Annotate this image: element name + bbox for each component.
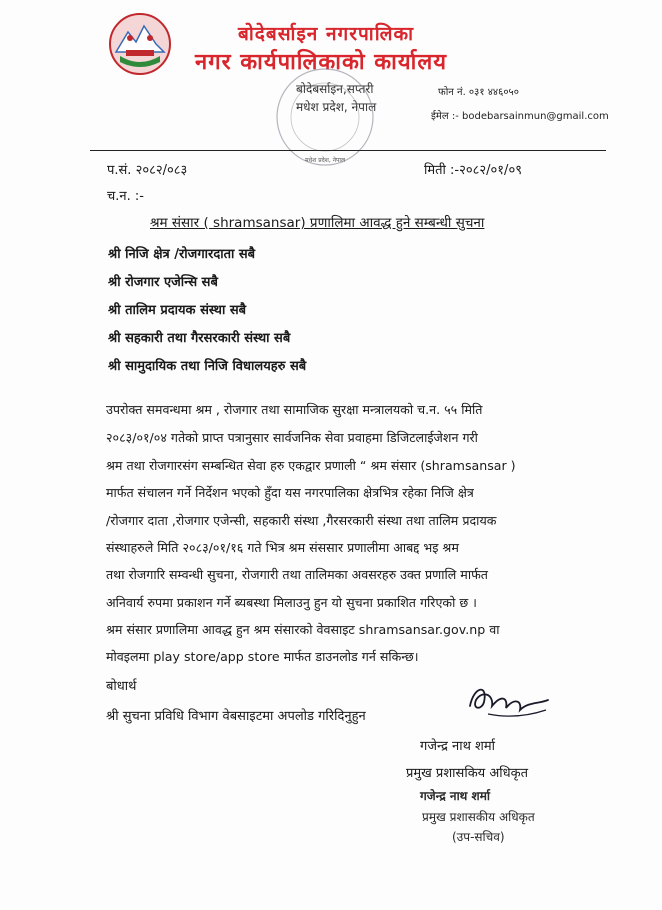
body-line: मार्फत संचालन गर्ने निर्देशन भएको हुँदा यस नगरपालिका क्षेत्रभित्र रहेका निजि क्षेत्र xyxy=(106,485,474,500)
body-line: मोवइलमा play store/app store मार्फत डाउनलोड गर्न सकिन्छ। xyxy=(106,649,419,664)
email-address: ईमेल :- bodebarsainmun@gmail.com xyxy=(431,111,609,122)
header-divider xyxy=(90,150,606,151)
cc-line: श्री सुचना प्रविधि विभाग वेबसाइटमा अपलोड गरिदिनुहुन xyxy=(106,709,366,724)
addressee-item: श्री सामुदायिक तथा निजि विधालयहरु सबै xyxy=(108,359,307,374)
seal-name: गजेन्द्र नाथ शर्मा xyxy=(420,789,490,803)
office-address: बोदेबर्साइन,सप्तरी xyxy=(296,82,374,96)
municipality-name: बोदेबर्साइन नगरपालिका xyxy=(238,23,415,45)
addressee-item: श्री निजि क्षेत्र /रोजगारदाता सबै xyxy=(108,247,256,262)
letter-subject: श्रम संसार ( shramsansar) प्रणालिमा आवद्ध हुने सम्बन्धी सुचना xyxy=(150,215,485,231)
seal-title: प्रमुख प्रशासकीय अधिकृत xyxy=(422,810,535,824)
addressee-item: श्री रोजगार एजेन्सि सबै xyxy=(108,275,218,290)
body-line: श्रम तथा रोजगारसंग सम्बन्धित सेवा हरु एकद्वार प्रणाली “ श्रम संसार (shramsansar ) xyxy=(106,458,516,473)
signature-icon xyxy=(458,676,558,726)
seal-rank: (उप-सचिव) xyxy=(452,830,505,844)
letter-date: मिती :-२०८२/०१/०९ xyxy=(424,163,522,178)
dispatch-number: च.न. :- xyxy=(107,189,144,204)
addressee-item: श्री सहकारी तथा गैरसरकारी संस्था सबै xyxy=(108,331,291,346)
addressee-item: श्री तालिम प्रदायक संस्था सबै xyxy=(108,303,247,318)
body-line: श्रम संसार प्रणालिमा आवद्ध हुन श्रम संसारको वेवसाइट shramsansar.gov.np वा xyxy=(106,622,500,637)
officer-name: गजेन्द्र नाथ शर्मा xyxy=(420,739,496,754)
nepal-emblem-icon xyxy=(108,12,172,76)
stamp-caption: मधेश प्रदेश, नेपाल xyxy=(304,157,346,164)
body-line: अनिवार्य रुपमा प्रकाशन गर्ने ब्यबस्था मिलाउनु हुन यो सुचना प्रकाशित गरिएको छ । xyxy=(106,595,477,610)
office-name: नगर कार्यपालिकाको कार्यालय xyxy=(195,50,447,75)
phone-number: फोन नं. ०३१ ४४६०५० xyxy=(438,87,519,98)
reference-number: प.सं. २०८२/०८३ xyxy=(107,163,188,178)
officer-title: प्रमुख प्रशासकिय अधिकृत xyxy=(406,766,529,781)
office-province: मधेश प्रदेश, नेपाल xyxy=(296,100,377,114)
body-line: तथा रोजगारि सम्वन्धी सुचना, रोजगारी तथा तालिमका अवसरहरु उक्त प्रणालि मार्फत xyxy=(106,567,488,582)
office-stamp-icon xyxy=(270,62,380,172)
body-line: २०८३/०१/०४ गतेको प्राप्त पत्रानुसार सार्वजनिक सेवा प्रवाहमा डिजिटलाईजेशन गरी xyxy=(106,430,478,445)
body-line: उपरोक्त समवन्धमा श्रम , रोजगार तथा सामाजिक सुरक्षा मन्त्रालयको च.न. ५५ मिति xyxy=(106,402,483,417)
cc-label: बोधार्थ xyxy=(106,679,137,694)
body-line: /रोजगार दाता ,रोजगार एजेन्सी, सहकारी संस्था ,गैरसरकारी संस्था तथा तालिम प्रदायक xyxy=(106,513,497,528)
body-line: संस्थाहरुले मिति २०८३/०१/१६ गते भित्र श्रम संससार प्रणालीमा आबद्द भइ श्रम xyxy=(106,540,459,555)
